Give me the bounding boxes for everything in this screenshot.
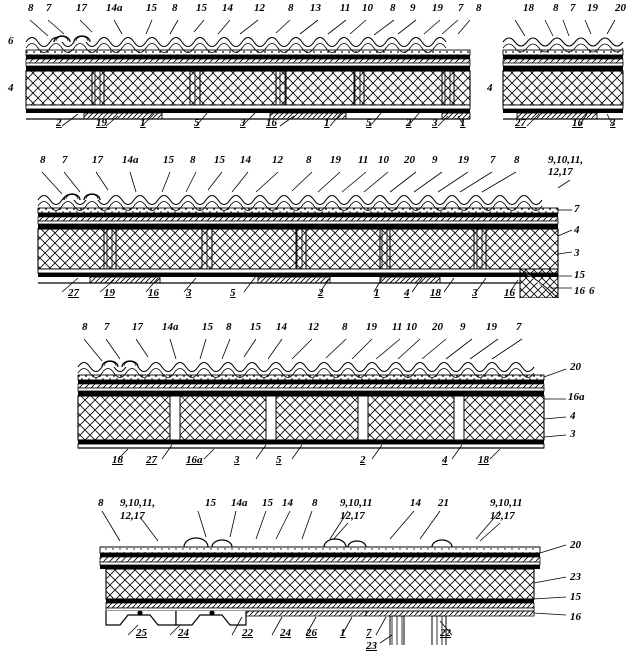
p3-bottom-label-4: 4 — [442, 454, 448, 466]
p4-bottom-label-23: 23 — [366, 640, 377, 652]
p2-top-label-8b: 8 — [190, 154, 196, 166]
p2-top-label-17: 17 — [92, 154, 103, 166]
p2-top-label-15b: 15 — [214, 154, 225, 166]
p4-top-label-12-17b: 12,17 — [340, 510, 365, 522]
p4-top-label-14b: 14 — [282, 497, 293, 509]
p3-bottom-label-5: 5 — [276, 454, 282, 466]
p2-right-label-16: 16 — [574, 285, 585, 297]
p1-top-label-10: 10 — [362, 2, 373, 14]
p4-bottom-label-22b: 22 — [440, 627, 451, 639]
p1r-top-label-20: 20 — [615, 2, 626, 14]
panel-3 — [70, 325, 580, 465]
p1-left-label-6: 6 — [8, 35, 14, 47]
p4-right-label-15: 15 — [570, 591, 581, 603]
p4-bottom-label-1: 1 — [340, 627, 346, 639]
p1-left-label-4: 4 — [8, 82, 14, 94]
p4-right-label-23: 23 — [570, 571, 581, 583]
p2-bottom-label-5: 5 — [230, 287, 236, 299]
p4-top-label-14c: 14 — [410, 497, 421, 509]
p3-bottom-label-27: 27 — [146, 454, 157, 466]
p3-bottom-label-3: 3 — [234, 454, 240, 466]
p4-top-label-9-10-11b: 9,10,11 — [340, 497, 373, 509]
p1-top-label-8d: 8 — [390, 2, 396, 14]
p2-right-label-6: 6 — [589, 285, 595, 297]
p4-bottom-label-22a: 22 — [242, 627, 253, 639]
p4-top-label-15a: 15 — [205, 497, 216, 509]
p4-top-label-21: 21 — [438, 497, 449, 509]
p3-bottom-label-2: 2 — [360, 454, 366, 466]
p1r-top-label-18: 18 — [523, 2, 534, 14]
p3-top-label-17: 17 — [132, 321, 143, 333]
p1r-top-label-19: 19 — [587, 2, 598, 14]
p1-top-label-8a: 8 — [28, 2, 34, 14]
p4-bottom-label-24a: 24 — [178, 627, 189, 639]
p4-right-label-20: 20 — [570, 539, 581, 551]
p2-bottom-label-3a: 3 — [186, 287, 192, 299]
p3-top-label-7a: 7 — [104, 321, 110, 333]
p3-top-label-19b: 19 — [486, 321, 497, 333]
p1-bottom-label-1b: 1 — [324, 117, 330, 129]
p4-top-label-8b: 8 — [312, 497, 318, 509]
p2-top-label-8c: 8 — [306, 154, 312, 166]
p1r-bottom-label-27: 27 — [515, 117, 526, 129]
p4-top-label-9-10-11c: 9,10,11 — [490, 497, 523, 509]
p2-bottom-label-3b: 3 — [472, 287, 478, 299]
p1-top-label-15a: 15 — [146, 2, 157, 14]
p1-top-label-8e: 8 — [476, 2, 482, 14]
p2-top-label-10: 10 — [378, 154, 389, 166]
p1-top-label-15b: 15 — [196, 2, 207, 14]
p2-bottom-label-16a: 16 — [148, 287, 159, 299]
p1-top-label-17: 17 — [76, 2, 87, 14]
p3-bottom-label-16a: 16a — [186, 454, 203, 466]
p2-top-label-9: 9 — [432, 154, 438, 166]
p1r-bottom-label-3: 3 — [610, 117, 616, 129]
p2-bottom-label-4: 4 — [404, 287, 410, 299]
p2-bottom-label-19: 19 — [104, 287, 115, 299]
p3-top-label-15b: 15 — [250, 321, 261, 333]
p2-bottom-label-1: 1 — [374, 287, 380, 299]
p3-top-label-8c: 8 — [342, 321, 348, 333]
p2-right-label-4: 4 — [574, 224, 580, 236]
p4-top-label-15b: 15 — [262, 497, 273, 509]
p3-bottom-label-18a: 18 — [112, 454, 123, 466]
p1-top-label-19: 19 — [432, 2, 443, 14]
p4-top-label-14a: 14a — [231, 497, 248, 509]
p1-top-label-8c: 8 — [288, 2, 294, 14]
p2-right-label-9-10-11: 9,10,11, — [548, 154, 584, 166]
p1-bottom-label-3a: 3 — [240, 117, 246, 129]
p3-top-label-8b: 8 — [226, 321, 232, 333]
p2-bottom-label-2: 2 — [318, 287, 324, 299]
p3-right-label-20: 20 — [570, 361, 581, 373]
p2-right-label-12-17: 12,17 — [548, 166, 573, 178]
p1r-top-label-8: 8 — [553, 2, 559, 14]
p3-top-label-12: 12 — [308, 321, 319, 333]
p2-top-label-12: 12 — [272, 154, 283, 166]
p2-right-label-15: 15 — [574, 269, 585, 281]
p1-top-label-7b: 7 — [458, 2, 464, 14]
p3-top-label-14a: 14a — [162, 321, 179, 333]
p1-top-label-8b: 8 — [172, 2, 178, 14]
p1r-left-label-4: 4 — [487, 82, 493, 94]
p1-bottom-label-1a: 1 — [140, 117, 146, 129]
p4-top-label-12-17a: 12,17 — [120, 510, 145, 522]
p1-top-label-14: 14 — [222, 2, 233, 14]
p1-bottom-label-3b: 3 — [432, 117, 438, 129]
p1-top-label-11: 11 — [340, 2, 351, 14]
p1-bottom-label-16: 16 — [266, 117, 277, 129]
p3-bottom-label-18b: 18 — [478, 454, 489, 466]
p3-right-label-3: 3 — [570, 428, 576, 440]
p2-top-label-14a: 14a — [122, 154, 139, 166]
p4-top-label-8a: 8 — [98, 497, 104, 509]
p2-top-label-7b: 7 — [490, 154, 496, 166]
p3-top-label-11: 11 — [392, 321, 403, 333]
p3-top-label-14: 14 — [276, 321, 287, 333]
p2-right-label-7: 7 — [574, 203, 580, 215]
p3-top-label-19a: 19 — [366, 321, 377, 333]
p1r-top-label-7: 7 — [570, 2, 576, 14]
p3-top-label-20: 20 — [432, 321, 443, 333]
p2-top-label-14: 14 — [240, 154, 251, 166]
p3-top-label-8a: 8 — [82, 321, 88, 333]
p1-top-label-12: 12 — [254, 2, 265, 14]
p1-top-label-14a: 14a — [106, 2, 123, 14]
p3-right-label-16a: 16a — [568, 391, 585, 403]
p3-top-label-10: 10 — [406, 321, 417, 333]
p2-right-label-3: 3 — [574, 247, 580, 259]
p2-top-label-7a: 7 — [62, 154, 68, 166]
p4-top-label-12-17c: 12,17 — [490, 510, 515, 522]
p2-bottom-label-27: 27 — [68, 287, 79, 299]
p2-bottom-label-16b: 16 — [504, 287, 515, 299]
p1-bottom-label-2b: 2 — [406, 117, 412, 129]
p2-top-label-19a: 19 — [330, 154, 341, 166]
p4-bottom-label-26: 26 — [306, 627, 317, 639]
p2-bottom-label-18: 18 — [430, 287, 441, 299]
p4-bottom-label-7: 7 — [366, 627, 372, 639]
p3-right-label-4: 4 — [570, 410, 576, 422]
p1-top-label-13: 13 — [310, 2, 321, 14]
p2-top-label-8d: 8 — [514, 154, 520, 166]
p1-top-label-9: 9 — [410, 2, 416, 14]
p1-bottom-label-5b: 5 — [366, 117, 372, 129]
p1-bottom-label-5a: 5 — [194, 117, 200, 129]
p2-top-label-11: 11 — [358, 154, 369, 166]
p4-bottom-label-24b: 24 — [280, 627, 291, 639]
p2-top-label-19b: 19 — [458, 154, 469, 166]
p4-top-label-9-10-11a: 9,10,11, — [120, 497, 156, 509]
p1-top-label-7a: 7 — [46, 2, 52, 14]
p3-top-label-9: 9 — [460, 321, 466, 333]
p1-bottom-label-1c: 1 — [460, 117, 466, 129]
p2-top-label-15a: 15 — [163, 154, 174, 166]
p1r-bottom-label-16: 16 — [572, 117, 583, 129]
p4-right-label-16: 16 — [570, 611, 581, 623]
p1-bottom-label-2a: 2 — [56, 117, 62, 129]
p3-top-label-7b: 7 — [516, 321, 522, 333]
panel-2 — [30, 158, 600, 298]
p4-bottom-label-25: 25 — [136, 627, 147, 639]
p1-bottom-label-19: 19 — [96, 117, 107, 129]
p2-top-label-20: 20 — [404, 154, 415, 166]
p3-top-label-15a: 15 — [202, 321, 213, 333]
p2-top-label-8a: 8 — [40, 154, 46, 166]
